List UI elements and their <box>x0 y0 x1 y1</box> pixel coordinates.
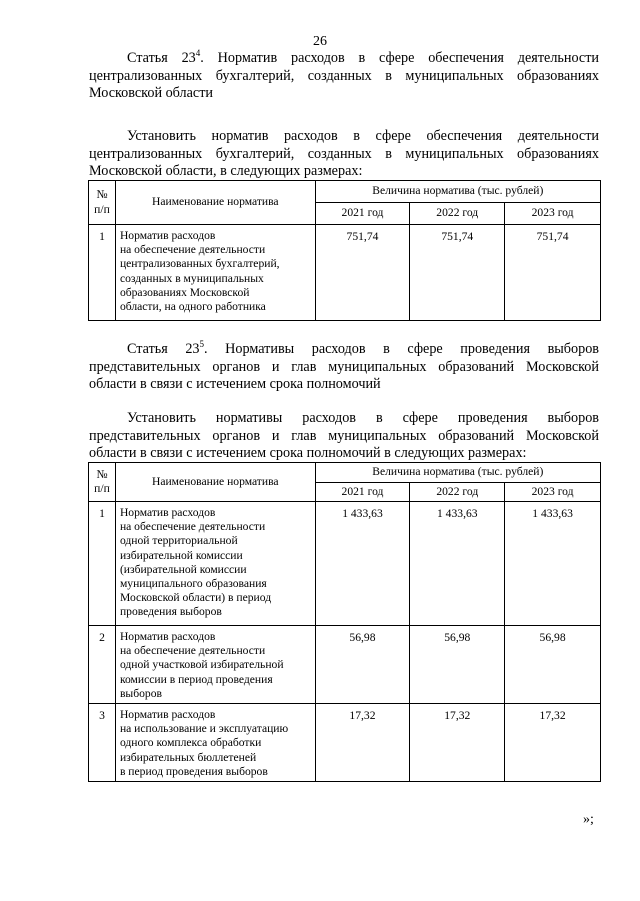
column-header-value: Величина норматива (тыс. рублей) <box>315 181 600 203</box>
column-header-year: 2021 год <box>315 483 410 502</box>
column-header-year: 2021 год <box>315 203 410 225</box>
column-header-year: 2022 год <box>410 483 505 502</box>
column-header-name: Наименование норматива <box>115 463 315 502</box>
table-row <box>89 626 601 704</box>
closing-quote: »; <box>583 812 594 827</box>
row-value: 1 433,63 <box>505 502 601 626</box>
row-number: 1 <box>89 225 116 321</box>
row-value: 17,32 <box>505 704 601 782</box>
column-header-year: 2022 год <box>410 203 505 225</box>
column-header-number: № п/п <box>89 463 116 502</box>
norms-table <box>88 180 601 321</box>
column-header-name: Наименование норматива <box>115 181 315 225</box>
row-value: 751,74 <box>410 225 505 321</box>
norms-table <box>88 462 601 782</box>
row-value: 56,98 <box>315 626 410 704</box>
article-title: Статья $23^4$. Норматив расходов в сфере обеспечения деятельности централизованных бухгалтерий, созданных в муниципальных образованиях Московской области <box>89 48 599 102</box>
column-header-year: 2023 год <box>505 483 601 502</box>
row-value: 751,74 <box>505 225 601 321</box>
article-superscript: 5 <box>199 339 205 349</box>
column-header-year: 2023 год <box>505 203 601 225</box>
column-header-number: № п/п <box>89 181 116 225</box>
table-row <box>89 704 601 782</box>
row-value: 56,98 <box>505 626 601 704</box>
row-name: Норматив расходов на обеспечение деятельности одной участковой избирательной комиссии в период проведения выборов <box>115 626 315 704</box>
row-value: 56,98 <box>410 626 505 704</box>
table-row <box>89 502 601 626</box>
article-body: Установить нормативы расходов в сфере проведения выборов представительных органов и глав муниципальных образований Московской области в связи с истечением срока полномочий в следующих размерах: <box>89 410 599 462</box>
table-row <box>89 225 601 321</box>
row-value: 751,74 <box>315 225 410 321</box>
row-name: Норматив расходов на использование и эксплуатацию одного комплекса обработки избирательных бюллетеней в период проведения выборов <box>115 704 315 782</box>
page-number: 26 <box>313 34 327 49</box>
article-title: Статья $23^5$. Нормативы расходов в сфере проведения выборов представительных органов и глав муниципальных образований Московской области в связи с истечением срока полномочий <box>89 339 600 393</box>
row-number: 3 <box>89 704 116 782</box>
row-value: 17,32 <box>315 704 410 782</box>
article-superscript: 4 <box>195 48 201 58</box>
row-name: Норматив расходов на обеспечение деятельности централизованных бухгалтерий, созданных в муниципальных образованиях Московской области, на одного работника <box>115 225 315 321</box>
row-value: 1 433,63 <box>315 502 410 626</box>
row-number: 2 <box>89 626 116 704</box>
article-body: Установить норматив расходов в сфере обеспечения деятельности централизованных бухгалтерий, созданных в муниципальных образованиях Московской области, в следующих размерах: <box>89 128 599 180</box>
row-value: 1 433,63 <box>410 502 505 626</box>
row-value: 17,32 <box>410 704 505 782</box>
row-number: 1 <box>89 502 116 626</box>
column-header-value: Величина норматива (тыс. рублей) <box>315 463 600 483</box>
row-name: Норматив расходов на обеспечение деятельности одной территориальной избирательной комиссии (избирательной комиссии муниципального образования Московской области) в период проведения выборов <box>115 502 315 626</box>
